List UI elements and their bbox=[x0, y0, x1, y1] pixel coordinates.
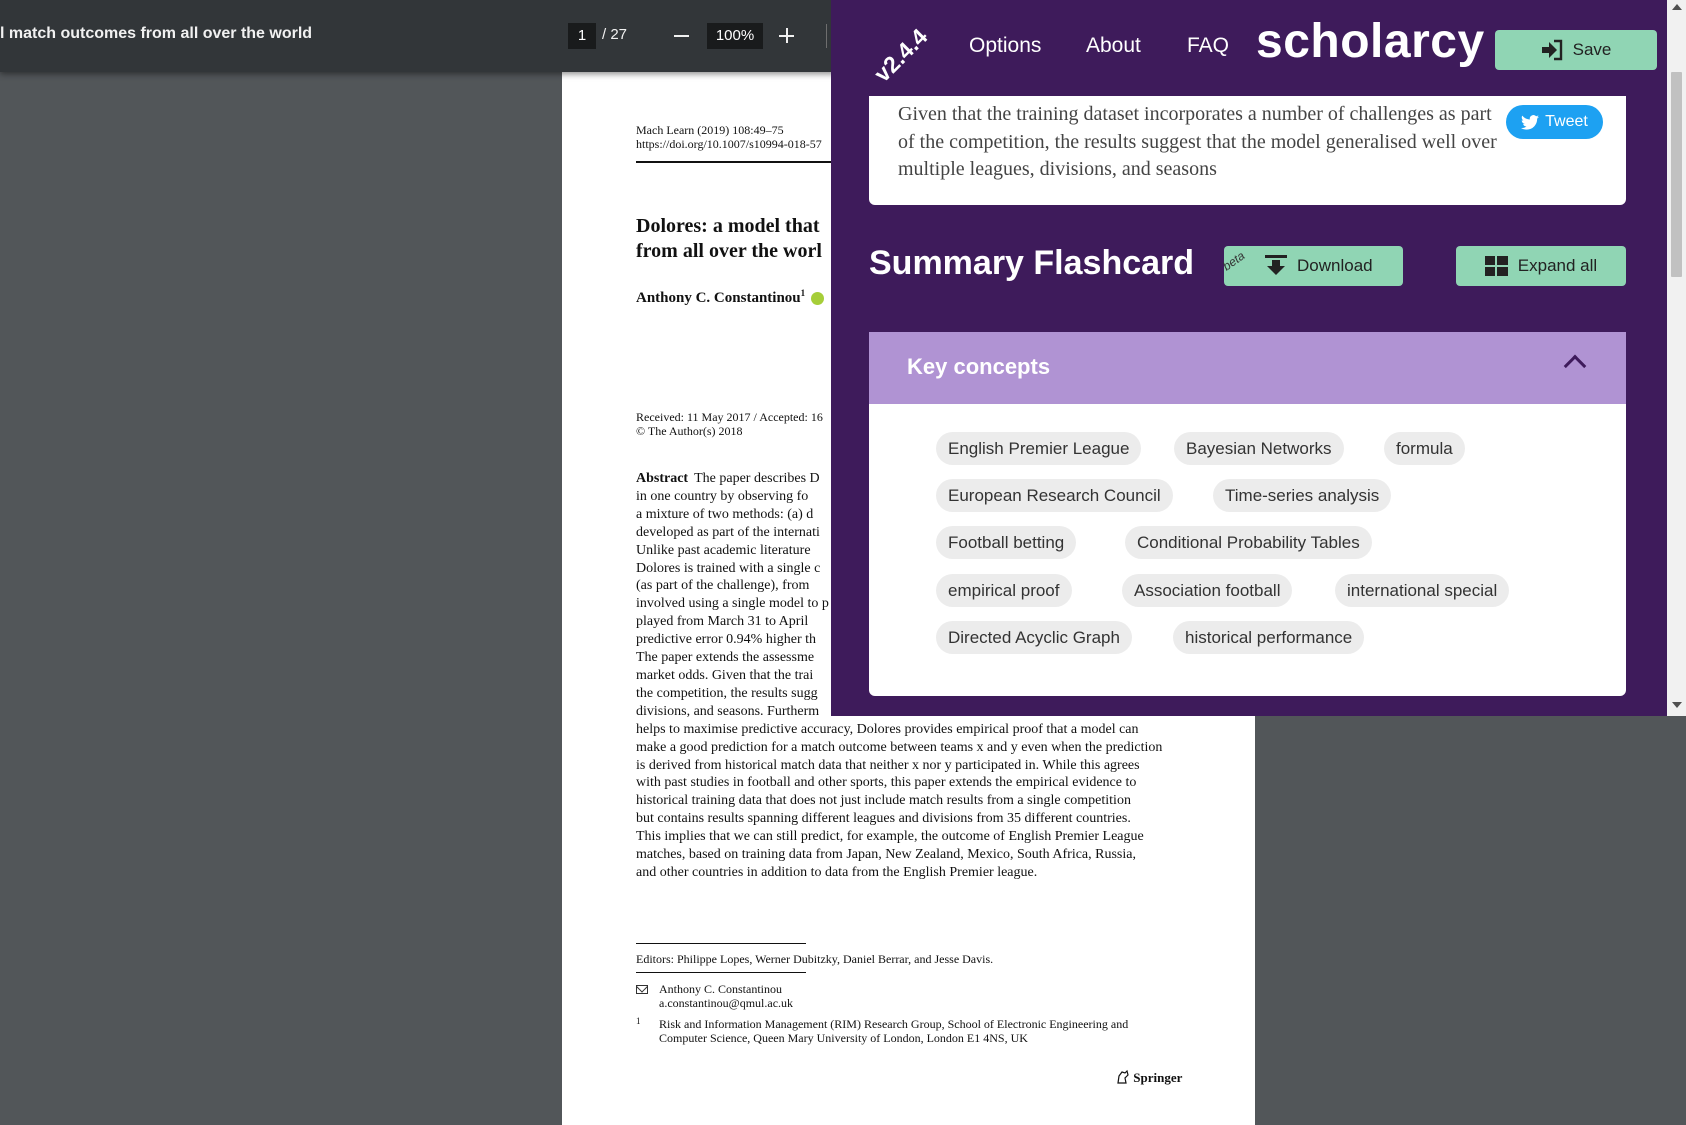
concept-chip[interactable]: empirical proof bbox=[936, 574, 1072, 607]
concept-chip[interactable]: historical performance bbox=[1173, 621, 1364, 654]
paper-title-line-2: from all over the worl bbox=[636, 240, 822, 262]
abstract-line: a mixture of two methods: (a) d bbox=[636, 506, 814, 522]
concept-chip[interactable]: formula bbox=[1384, 432, 1465, 465]
editors-line: Editors: Philippe Lopes, Werner Dubitzky, Daniel Berrar, and Jesse Davis. bbox=[636, 952, 994, 966]
abstract-line: matches, based on training data from Japan, New Zealand, Mexico, South Africa, Russia, bbox=[636, 847, 1136, 863]
nav-about[interactable]: About bbox=[1086, 34, 1141, 57]
highlight-text: Given that the training dataset incorporates a number of challenges as part of the competition, the results suggest that the model generalised well over multiple leagues, divisions, and seasons bbox=[898, 103, 1497, 180]
tweet-button[interactable] bbox=[1506, 105, 1603, 139]
abstract-line: predictive error 0.94% higher th bbox=[636, 632, 816, 648]
scrollbar-thumb[interactable] bbox=[1671, 72, 1682, 277]
concept-chip[interactable]: Bayesian Networks bbox=[1174, 432, 1344, 465]
scholarcy-panel bbox=[831, 0, 1686, 716]
concept-chip[interactable]: English Premier League bbox=[936, 432, 1141, 465]
zoom-out-button[interactable] bbox=[668, 21, 696, 51]
author-affiliation-sup: 1 bbox=[800, 288, 806, 298]
abstract-line: Dolores is trained with a single c bbox=[636, 560, 821, 576]
abstract-line: This implies that we can still predict, for example, the outcome of English Premier League bbox=[636, 829, 1144, 845]
nav-faq[interactable]: FAQ bbox=[1187, 34, 1230, 57]
page-number-input[interactable]: 1 bbox=[568, 23, 596, 49]
springer-logo bbox=[1116, 1070, 1182, 1086]
received-dates: Received: 11 May 2017 / Accepted: 16 bbox=[636, 410, 823, 424]
beta-badge: beta bbox=[1220, 248, 1248, 274]
grid-icon bbox=[1485, 256, 1508, 276]
abstract-line: the competition, the results sugg bbox=[636, 685, 818, 701]
version-badge: v2.4.4 bbox=[868, 23, 933, 87]
abstract-line: but contains results spanning different leagues and divisions from 35 different countries. bbox=[636, 811, 1131, 827]
page-total: / 27 bbox=[602, 26, 628, 43]
summary-flashcard-title: Summary Flashcard bbox=[869, 244, 1195, 282]
abstract-label: Abstract bbox=[636, 471, 689, 486]
scroll-up-arrow[interactable] bbox=[1672, 4, 1682, 10]
affiliation-number: 1 bbox=[636, 1016, 641, 1026]
copyright-line: © The Author(s) 2018 bbox=[636, 424, 743, 438]
twitter-bird-icon bbox=[1521, 115, 1539, 130]
key-concepts-header[interactable] bbox=[869, 332, 1626, 404]
abstract-line: and other countries in addition to data from the English Premier league. bbox=[636, 864, 1038, 880]
download-label: Download bbox=[1297, 256, 1373, 275]
abstract-line: in one country by observing fo bbox=[636, 488, 809, 504]
zoom-in-button[interactable] bbox=[773, 21, 801, 51]
key-concepts-title: Key concepts bbox=[907, 354, 1051, 379]
highlight-card bbox=[869, 91, 1626, 205]
author-name: Anthony C. Constantinou bbox=[636, 290, 801, 306]
tweet-label: Tweet bbox=[1545, 113, 1588, 130]
abstract-line: market odds. Given that the trai bbox=[636, 667, 814, 683]
abstract-line: make a good prediction for a match outcome between teams x and y even when the prediction bbox=[636, 739, 1163, 755]
scholarcy-content bbox=[831, 96, 1667, 716]
abstract-line: historical training data that does not just include match results from a single competition bbox=[636, 793, 1131, 809]
concept-chip[interactable]: Directed Acyclic Graph bbox=[936, 621, 1132, 654]
doi-link[interactable]: https://doi.org/10.1007/s10994-018-57 bbox=[636, 137, 822, 151]
sign-in-icon bbox=[1541, 40, 1563, 60]
abstract-line: with past studies in football and other sports, this paper extends the empirical evidence to bbox=[636, 775, 1137, 791]
download-button[interactable] bbox=[1220, 246, 1403, 286]
expand-all-label: Expand all bbox=[1517, 256, 1598, 275]
abstract-line: Abstract The paper describes D bbox=[636, 471, 820, 486]
key-concepts-card bbox=[869, 332, 1626, 696]
abstract-line: (as part of the challenge), from bbox=[636, 578, 810, 594]
concept-chip[interactable]: Time-series analysis bbox=[1213, 479, 1391, 512]
concept-chip[interactable]: international special bbox=[1335, 574, 1509, 607]
zoom-level-input[interactable]: 100% bbox=[707, 23, 763, 49]
abstract-line: played from March 31 to April bbox=[636, 614, 809, 630]
springer-horse-icon bbox=[1116, 1070, 1130, 1084]
journal-citation: Mach Learn (2019) 108:49–75 bbox=[636, 123, 784, 137]
scroll-down-arrow[interactable] bbox=[1672, 702, 1682, 708]
orcid-icon[interactable] bbox=[811, 292, 824, 305]
concept-chip[interactable]: Association football bbox=[1122, 574, 1292, 607]
panel-scrollbar[interactable] bbox=[1667, 0, 1686, 716]
nav-options[interactable]: Options bbox=[969, 34, 1042, 57]
abstract-line: is derived from historical match data that neither x nor y participated in. While this agrees bbox=[636, 757, 1140, 773]
contact-email[interactable]: a.constantinou@qmul.ac.uk bbox=[659, 996, 794, 1010]
abstract-line: divisions, and seasons. Furtherm bbox=[636, 703, 820, 719]
abstract-line: Unlike past academic literature bbox=[636, 542, 811, 558]
abstract-line: The paper extends the assessme bbox=[636, 650, 815, 666]
expand-all-button[interactable] bbox=[1456, 246, 1626, 286]
pdf-document-title: l match outcomes from all over the world bbox=[0, 25, 313, 42]
abstract-line: developed as part of the internati bbox=[636, 524, 820, 540]
author-line bbox=[636, 288, 824, 307]
scholarcy-header bbox=[831, 0, 1686, 96]
concept-chip[interactable]: Football betting bbox=[936, 526, 1076, 559]
abstract-line: involved using a single model to p bbox=[636, 596, 829, 612]
paper-title-line-1: Dolores: a model that bbox=[636, 215, 820, 237]
footnote-rule bbox=[636, 972, 806, 973]
abstract-line: helps to maximise predictive accuracy, Dolores provides empirical proof that a model can bbox=[636, 721, 1139, 737]
save-button[interactable] bbox=[1495, 30, 1657, 70]
affiliation-line-1: Risk and Information Management (RIM) Research Group, School of Electronic Engineering and bbox=[659, 1017, 1129, 1031]
save-label: Save bbox=[1572, 40, 1612, 59]
chevron-up-icon[interactable] bbox=[1564, 355, 1587, 378]
contact-name: Anthony C. Constantinou bbox=[659, 982, 783, 996]
mail-icon bbox=[636, 985, 648, 994]
scholarcy-logo: scholarcy bbox=[1256, 15, 1485, 68]
concept-chip[interactable]: Conditional Probability Tables bbox=[1125, 526, 1372, 559]
concept-chip[interactable]: European Research Council bbox=[936, 479, 1173, 512]
affiliation-line-2: Computer Science, Queen Mary University of London, London E1 4NS, UK bbox=[659, 1031, 1028, 1045]
toolbar-divider bbox=[826, 24, 827, 48]
download-icon bbox=[1264, 255, 1288, 277]
publisher-name: Springer bbox=[1133, 1070, 1183, 1085]
footnote-rule bbox=[636, 943, 806, 944]
